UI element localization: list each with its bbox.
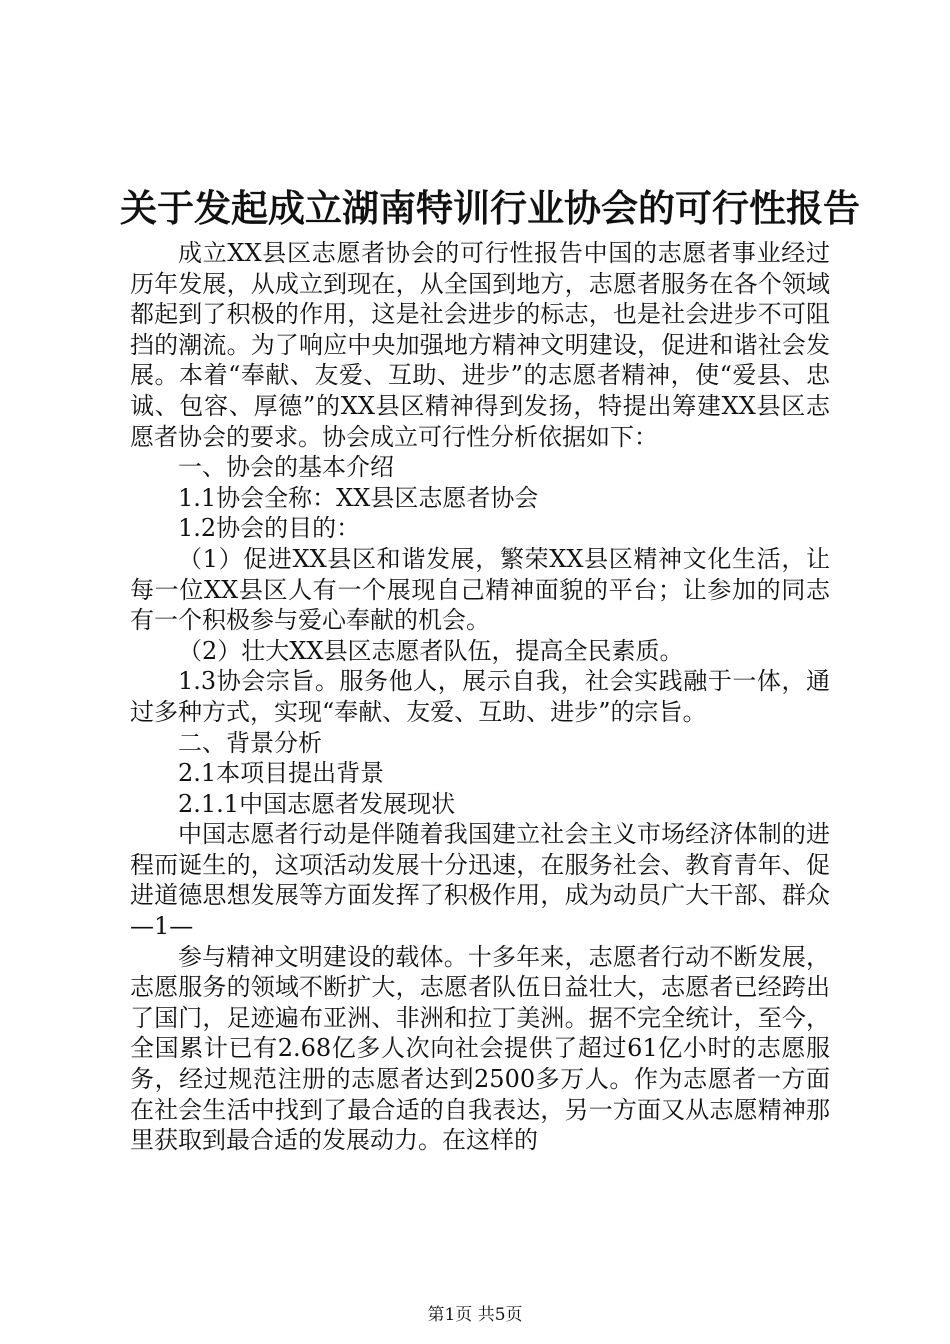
heading-section-1: 一、协会的基本介绍 [178,453,394,482]
paragraph-intro: 成立XX县区志愿者协会的可行性报告中国的志愿者事业经过历年发展，从成立到现在，从全国到地方，志愿者服务在各个领域都起到了积极的作用，这是社会进步的标志，也是社会进步不可阻挡的潮流。为了响应中央加强地方精神文明建设，促进和谐社会发展。本着“奉献、友爱、互助、进步”的志愿者精神，使“爱县、忠诚、包容、厚德”的XX县区精神得到发扬，特提出筹建XX县区志愿者协会的要求。协会成立可行性分析依据如下： [130,239,830,451]
paragraph-volunteer-growth: 参与精神文明建设的载体。十多年来，志愿者行动不断发展，志愿服务的领域不断扩大，志愿者队伍日益壮大，志愿者已经跨出了国门，足迹遍布亚洲、非洲和拉丁美洲。据不完全统计，至今，全国累计已有2.68亿多人次向社会提供了超过61亿小时的志愿服务，经过规范注册的志愿者达到2500多万人。作为志愿者一方面在社会生活中找到了最合适的自我表达，另一方面又从志愿精神那里获取到最合适的发展动力。在这样的 [130,942,830,1155]
paragraph-volunteer-origin: 中国志愿者行动是伴随着我国建立社会主义市场经济体制的进程而诞生的，这项活动发展十分迅速，在服务社会、教育青年、促进道德思想发展等方面发挥了积极作用，成为动员广大干部、群众—1— [130,820,830,941]
page-footer: 第1页 共5页 [427,1305,523,1325]
document-body [130,238,830,1156]
item-1-2-point-1: （1）促进XX县区和谐发展，繁荣XX县区精神文化生活，让每一位XX县区人有一个展现自己精神面貌的平台；让参加的同志有一个积极参与爱心奉献的机会。 [130,544,830,635]
item-1-1: 1.1协会全称：XX县区志愿者协会 [178,483,539,512]
item-1-2-point-2: （2）壮大XX县区志愿者队伍，提高全民素质。 [178,636,684,665]
item-1-3: 1.3协会宗旨。服务他人，展示自我，社会实践融于一体，通过多种方式，实现“奉献、友爱、互助、进步”的宗旨。 [130,667,830,726]
item-2-1-1: 2.1.1中国志愿者发展现状 [178,789,456,818]
item-1-2: 1.2协会的目的： [178,514,361,543]
item-2-1: 2.1本项目提出背景 [178,759,385,788]
document-title: 关于发起成立湖南特训行业协会的可行性报告 [120,186,860,230]
heading-section-2: 二、背景分析 [178,728,322,757]
